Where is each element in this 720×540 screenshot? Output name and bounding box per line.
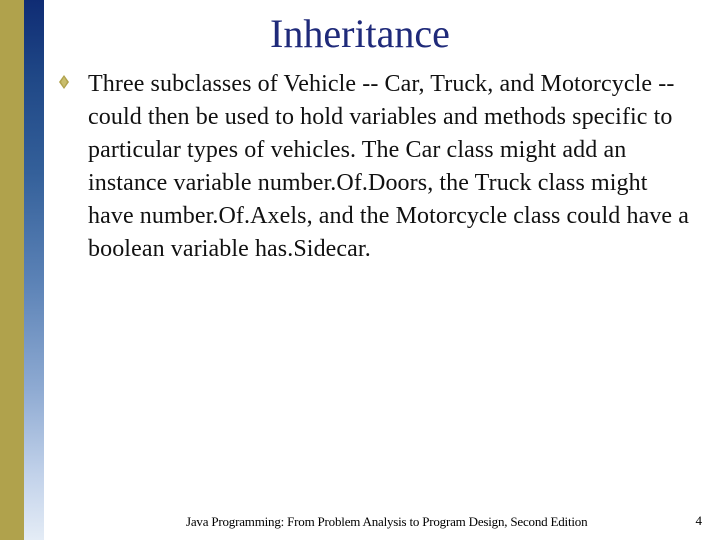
- olive-stripe: [0, 0, 24, 540]
- left-decorative-bar: [0, 0, 44, 540]
- bullet-text: Three subclasses of Vehicle -- Car, Truck, and Motorcycle -- could then be used to hold variables and methods specific to particular types of vehicles. The Car class might add an instance variable number.Of.Doors, the Truck class might have number.Of.Axels, and the Motorcycle class could have a boolean variable has.Sidecar.: [88, 71, 690, 262]
- footer-text: Java Programming: From Problem Analysis to Program Design, Second Edition: [186, 514, 588, 529]
- slide-title: Inheritance: [270, 11, 450, 56]
- diamond-bullet-icon: [58, 75, 70, 89]
- blue-gradient-stripe: [24, 0, 44, 540]
- bullet-item: [58, 68, 698, 266]
- page-number: 4: [695, 513, 702, 528]
